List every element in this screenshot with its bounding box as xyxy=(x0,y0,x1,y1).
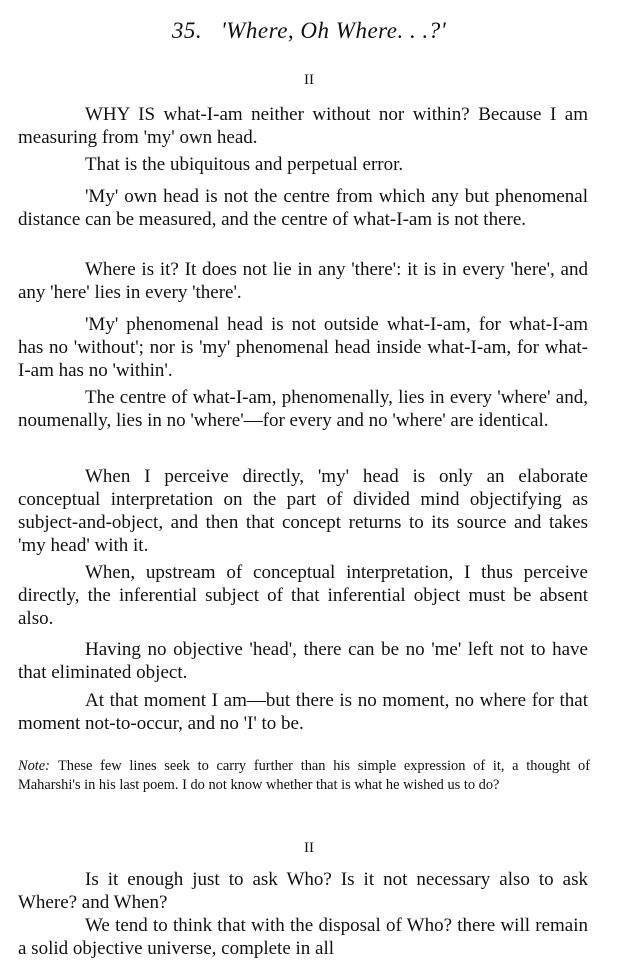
section-heading: II xyxy=(304,840,314,856)
paragraph: The centre of what-I-am, phenomenally, lies in every 'where' and, noumenally, lies in no 'where'—for every and no 'where' are identical. xyxy=(18,387,588,431)
paragraph: At that moment I am—but there is no moment, no where for that moment not-to-occur, and no 'I' to be. xyxy=(18,690,588,734)
paragraph: 'My' own head is not the centre from which any but phenomenal distance can be measured, and the centre of what-I-am is not there. xyxy=(18,186,588,230)
note-text: These few lines seek to carry further than his simple expression of it, a thought of Maharshi's in his last poem. I do not know whether that is what he wished us to do? xyxy=(18,758,590,793)
chapter-title xyxy=(0,18,618,44)
section-heading: II xyxy=(304,72,314,88)
note-label: Note: xyxy=(18,758,50,774)
paragraph: Is it enough just to ask Who? Is it not necessary also to ask Where? and When? xyxy=(18,869,588,913)
paragraph: When I perceive directly, 'my' head is only an elaborate conceptual interpretation on the part of divided mind objectifying as subject-and-object, and then that concept returns to its source and takes 'my head' with it. xyxy=(18,466,588,556)
paragraph: We tend to think that with the disposal of Who? there will remain a solid objective universe, complete in all xyxy=(18,915,588,959)
chapter-number: 35. xyxy=(171,18,203,43)
paragraph: 'My' phenomenal head is not outside what-I-am, for what-I-am has no 'without'; nor is 'my' phenomenal head inside what-I-am, for what-I-am has no 'within'. xyxy=(18,314,588,381)
footnote xyxy=(18,757,590,795)
paragraph: That is the ubiquitous and perpetual error. xyxy=(85,154,404,175)
chapter-title-text: 'Where, Oh Where. . .?' xyxy=(220,18,447,43)
paragraph: Having no objective 'head', there can be no 'me' left not to have that eliminated object. xyxy=(18,639,588,683)
paragraph: When, upstream of conceptual interpretation, I thus perceive directly, the inferential subject of that inferential object must be absent also. xyxy=(18,562,588,629)
paragraph: WHY IS what-I-am neither without nor within? Because I am measuring from 'my' own head. xyxy=(18,104,588,148)
paragraph: Where is it? It does not lie in any 'there': it is in every 'here', and any 'here' lies in every 'there'. xyxy=(18,259,588,303)
